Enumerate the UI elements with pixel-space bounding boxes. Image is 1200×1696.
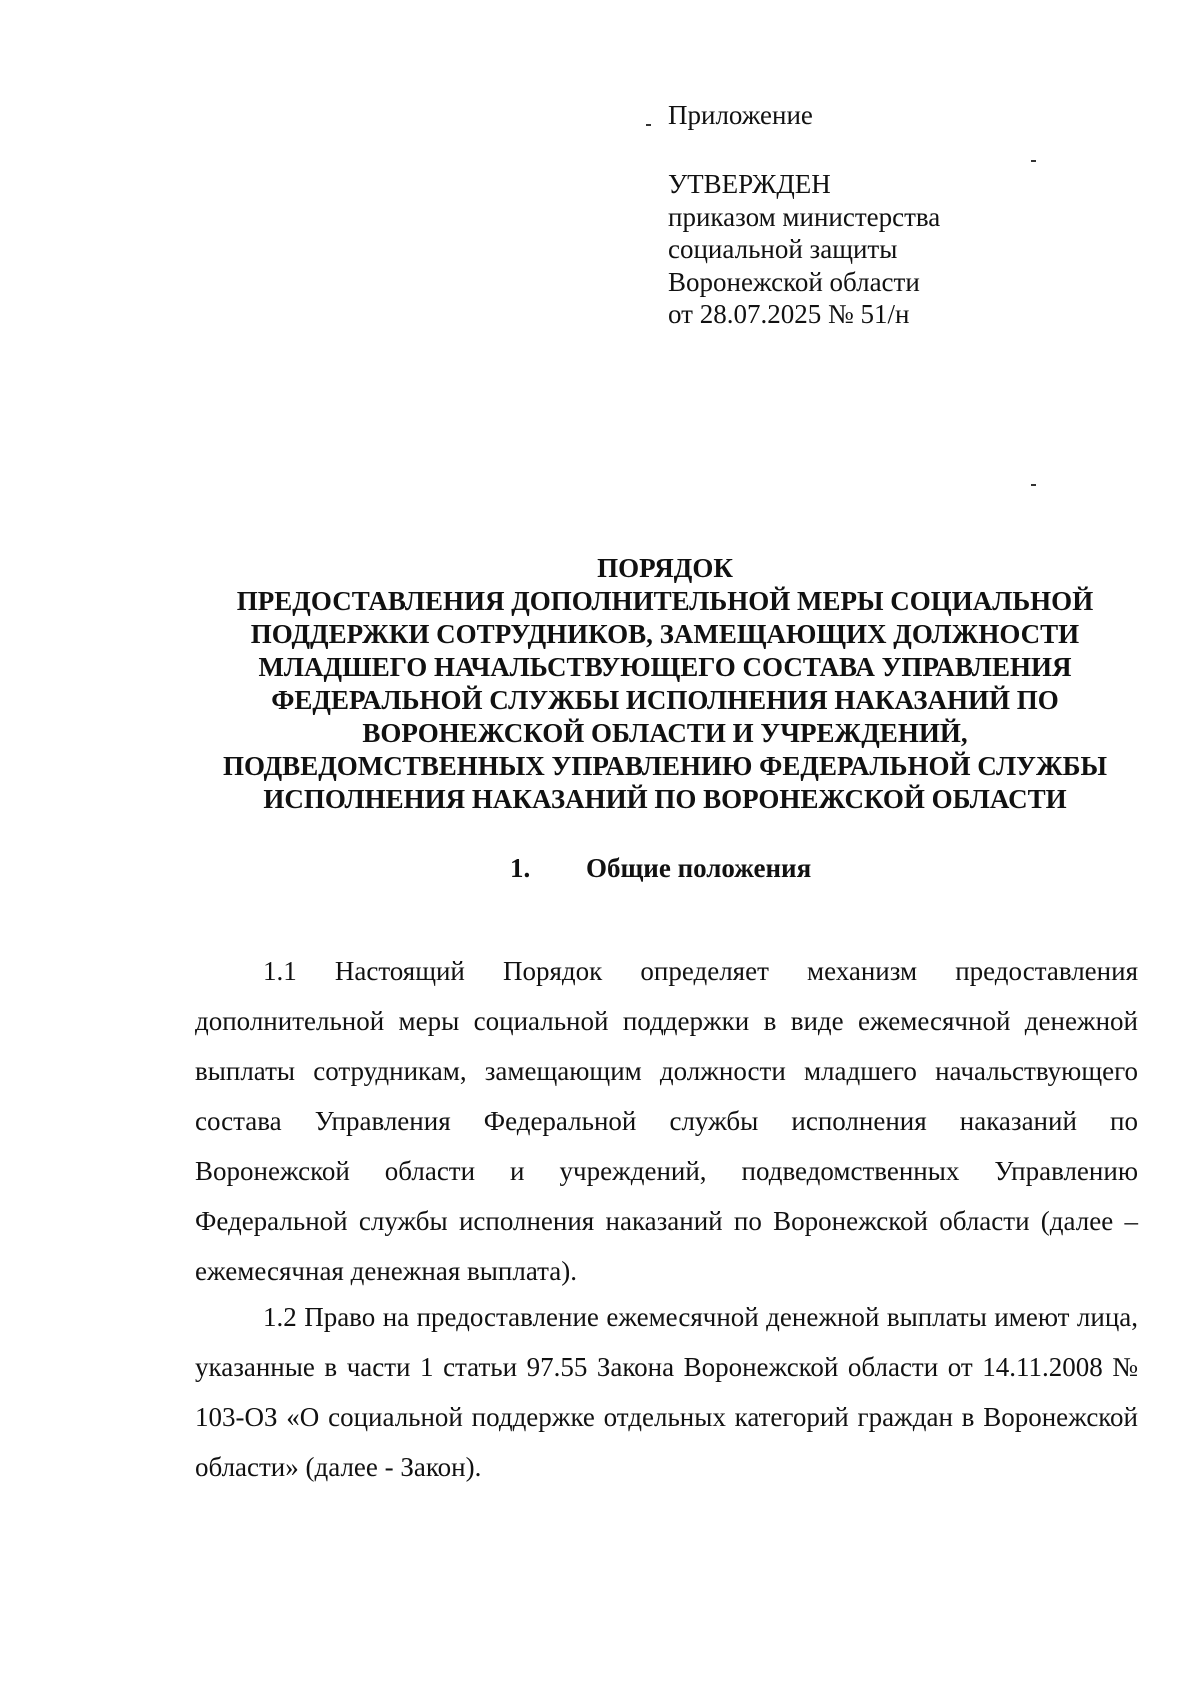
- title-line: ВОРОНЕЖСКОЙ ОБЛАСТИ И УЧРЕЖДЕНИЙ,: [362, 718, 968, 748]
- scan-mark: [646, 124, 651, 126]
- scan-mark: [1031, 484, 1036, 486]
- paragraph-block: [195, 946, 1138, 1296]
- section-title: Общие положения: [586, 853, 812, 883]
- document-title: [150, 552, 1180, 816]
- approval-line: от 28.07.2025 № 51/н: [668, 299, 910, 329]
- title-line: ПРЕДОСТАВЛЕНИЯ ДОПОЛНИТЕЛЬНОЙ МЕРЫ СОЦИАЛЬНОЙ: [236, 586, 1094, 616]
- title-line: ПОДДЕРЖКИ СОТРУДНИКОВ, ЗАМЕЩАЮЩИХ ДОЛЖНОСТИ: [250, 619, 1080, 649]
- title-line: ПОРЯДОК: [597, 553, 733, 583]
- approval-line: Воронежской области: [668, 266, 920, 297]
- appendix-label: Приложение: [668, 100, 813, 130]
- paragraph: 1.1 Настоящий Порядок определяет механизм предоставления дополнительной меры социальной поддержки в виде ежемесячной денежной выплаты сотрудникам, замещающим должности младшего начальствующего состава Управления Федеральной службы исполнения наказаний по Воронежской области и учреждений, подведомственных Управлению Федеральной службы исполнения наказаний по Воронежской области (далее – ежемесячная денежная выплата).: [195, 956, 1138, 1286]
- title-line: ФЕДЕРАЛЬНОЙ СЛУЖБЫ ИСПОЛНЕНИЯ НАКАЗАНИЙ ПО: [271, 685, 1059, 715]
- paragraph: 1.2 Право на предоставление ежемесячной денежной выплаты имеют лица, указанные в части 1 статьи 97.55 Закона Воронежской области от 14.11.2008 № 103-ОЗ «О социальной поддержке отдельных категорий граждан в Воронежской области» (далее - Закон).: [195, 1302, 1138, 1482]
- approval-line: УТВЕРЖДЕН: [668, 169, 831, 199]
- paragraph-block: [195, 1292, 1138, 1492]
- section-number: 1.: [510, 853, 531, 883]
- approval-block: [668, 168, 940, 331]
- scan-mark: [1031, 160, 1036, 162]
- approval-line: социальной защиты: [668, 234, 898, 264]
- title-line: МЛАДШЕГО НАЧАЛЬСТВУЮЩЕГО СОСТАВА УПРАВЛЕНИЯ: [258, 652, 1072, 682]
- title-line: ИСПОЛНЕНИЯ НАКАЗАНИЙ ПО ВОРОНЕЖСКОЙ ОБЛАСТИ: [263, 784, 1067, 814]
- title-line: ПОДВЕДОМСТВЕННЫХ УПРАВЛЕНИЮ ФЕДЕРАЛЬНОЙ СЛУЖБЫ: [222, 751, 1108, 781]
- approval-line: приказом министерства: [668, 201, 941, 232]
